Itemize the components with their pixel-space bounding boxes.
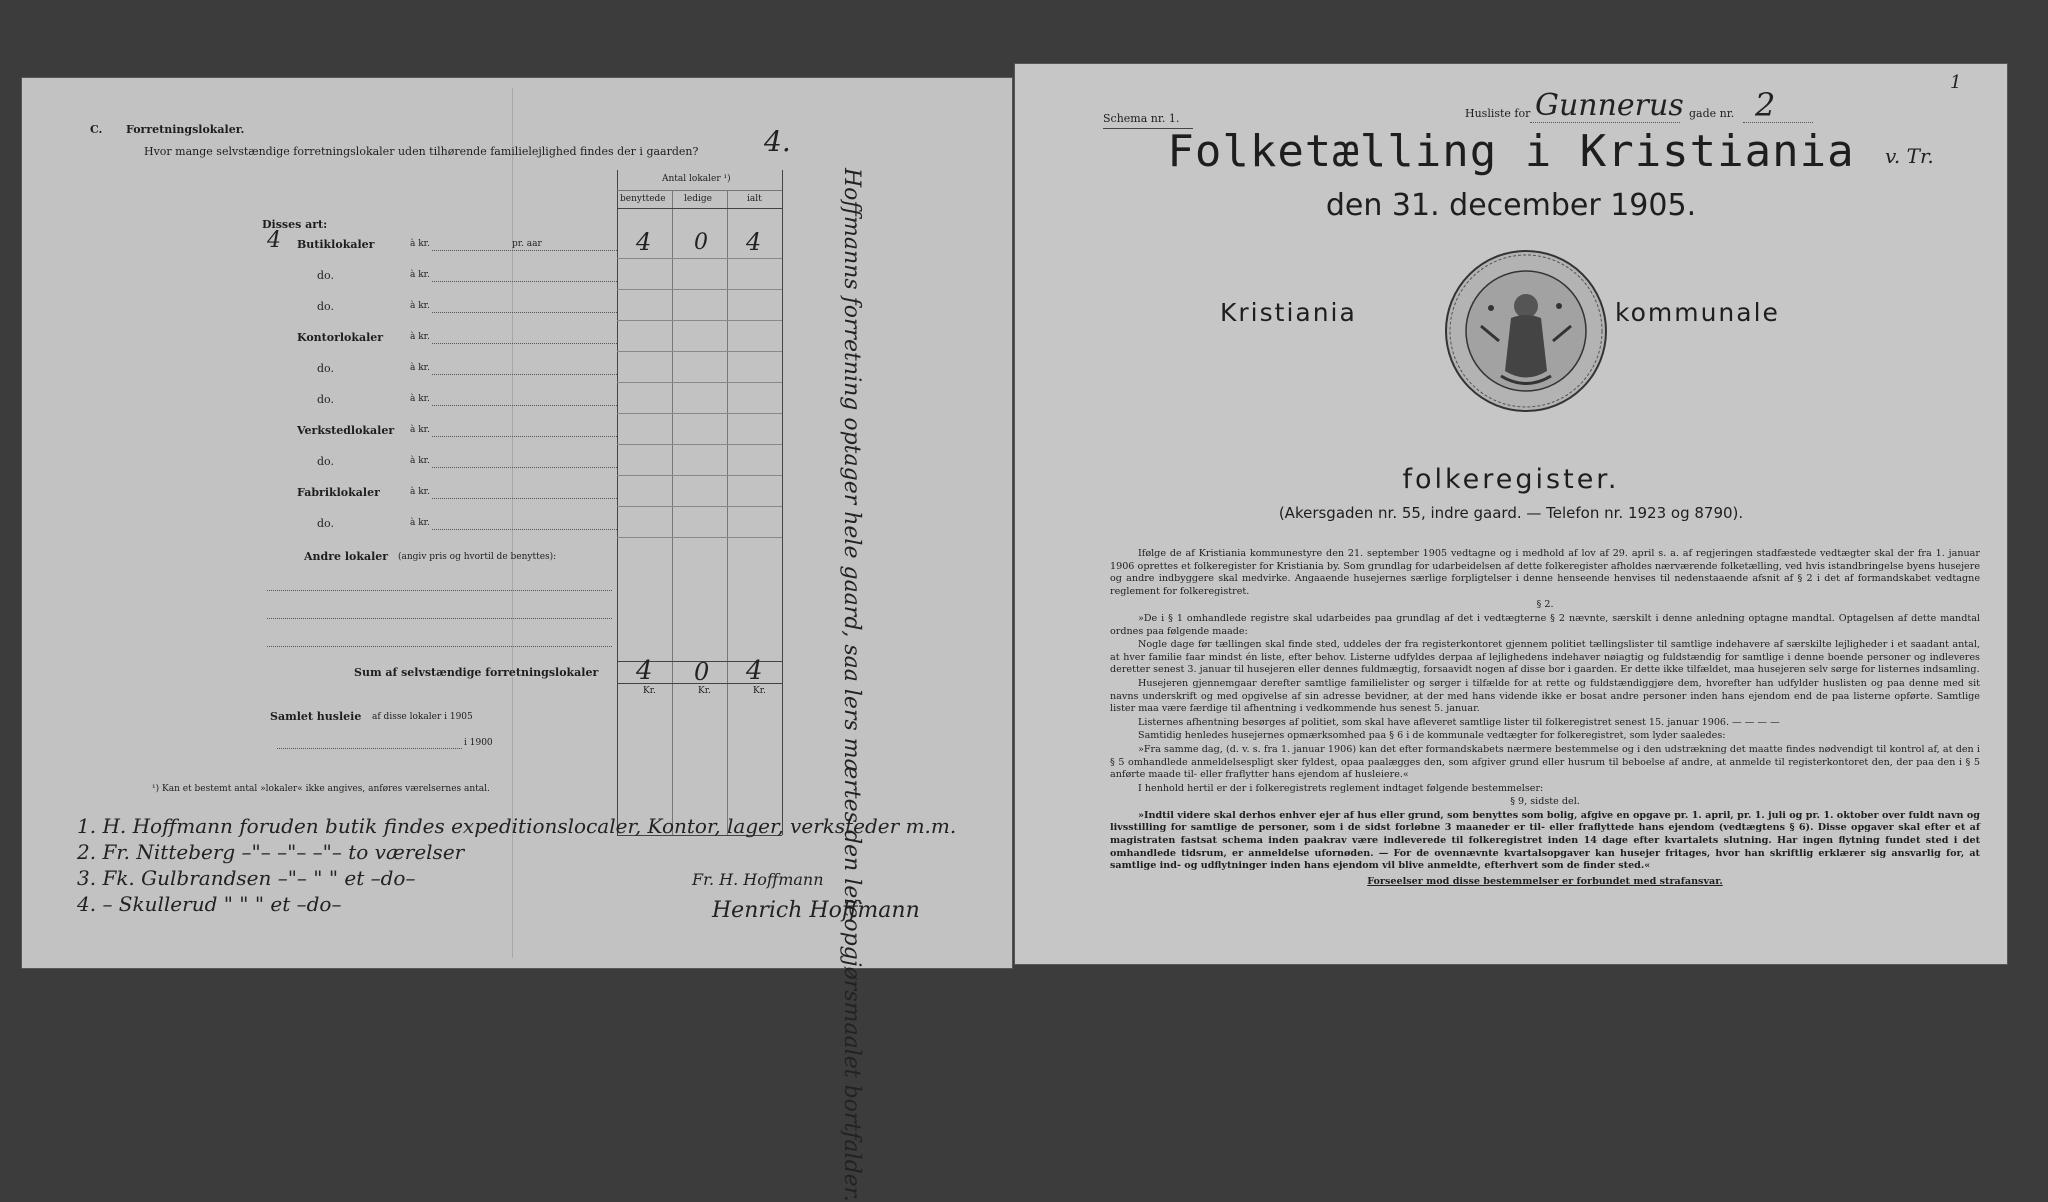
corner-mark: 1 <box>1950 72 1962 93</box>
row-dotted-line <box>432 343 617 344</box>
row-label: do. <box>317 269 334 282</box>
kristiania-label: Kristiania <box>1220 298 1357 327</box>
row-divider <box>617 258 782 259</box>
row-label: Verkstedlokaler <box>297 424 395 437</box>
row-benyttede: 4 <box>636 228 652 256</box>
row-dotted-line <box>432 281 617 282</box>
husliste-underline <box>1530 122 1680 123</box>
andre-lokaler-label: Andre lokaler <box>304 550 389 563</box>
hand-line-2: 2. Fr. Nitteberg –"– –"– –"– to værelser <box>77 840 465 864</box>
row-dotted-line <box>432 436 617 437</box>
row-divider <box>617 351 782 352</box>
row-divider <box>617 475 782 476</box>
blank-line <box>277 748 462 749</box>
kr-label-1: Kr. <box>643 686 656 696</box>
paragraph-8: I henhold hertil er der i folkeregistrets reglement indtaget følgende bestemmelser: <box>1138 782 1544 794</box>
row-label: do. <box>317 362 334 375</box>
row-akr: à kr. <box>410 270 430 280</box>
kommunale-label: kommunale <box>1615 298 1780 327</box>
header-divider <box>617 190 782 191</box>
answer-value: 4. <box>764 125 791 158</box>
folkeregister-label: folkeregister. <box>1402 464 1620 495</box>
row-ialt: 4 <box>746 228 762 256</box>
row-akr: à kr. <box>410 239 430 249</box>
row-akr: à kr. <box>410 487 430 497</box>
row-divider <box>617 382 782 383</box>
row-dotted-line <box>432 374 617 375</box>
disses-art-label: Disses art: <box>262 218 328 231</box>
row-divider <box>617 444 782 445</box>
table-border-right <box>782 170 783 835</box>
row-divider <box>617 289 782 290</box>
document-title: Folketælling i Kristiania <box>1167 126 1855 177</box>
row-akr: à kr. <box>410 332 430 342</box>
sum-benyttede: 4 <box>636 656 653 686</box>
row-akr: à kr. <box>410 425 430 435</box>
document-date: den 31. december 1905. <box>1325 188 1697 223</box>
row-count: 4 <box>267 228 281 253</box>
blank-line <box>267 590 612 591</box>
sum-ledige: 0 <box>694 658 710 686</box>
paragraph-1: Ifølge de af Kristiania kommunestyre den 21. september 1905 vedtagne og i medhold af lov af 29. april s. a. af regjeringen stadfæstede vedtægter skal der fra 1. januar 1906 oprettes et folkeregister for Kristiania by. Som grundlag for udarbeidelsen af dette folkeregister afholdes nærværende folketælling, ved hvis istandbringelse byens husejere og andre indbyggere skal medvirke. Angaaende husejernes særlige forpligtelser i denne henseende henvises til nedenstaaende afsnit af § 2 i det af formandskabet vedtagne reglement for folkeregistret. <box>1110 548 1980 597</box>
hand-line-1: 1. H. Hoffmann foruden butik findes expeditionslocaler, Kontor, lager, verksteder m.m. <box>77 814 957 838</box>
husliste-value: Gunnerus <box>1535 88 1684 123</box>
row-akr: à kr. <box>410 518 430 528</box>
signature-stamp: Fr. H. Hoffmann <box>692 870 824 889</box>
row-label: Fabriklokaler <box>297 486 380 499</box>
blank-line <box>267 618 612 619</box>
row-divider <box>617 506 782 507</box>
row-dotted-line <box>432 498 617 499</box>
col-divider-1 <box>672 190 673 835</box>
row-dotted-line <box>432 405 617 406</box>
section-2-heading: § 2. <box>1536 599 1554 611</box>
header-bottom <box>617 208 782 209</box>
row-label: do. <box>317 455 334 468</box>
row-dotted-line <box>432 312 617 313</box>
col-ialt: ialt <box>747 194 762 204</box>
samlet-husleie-1900: i 1900 <box>464 738 493 748</box>
row-dotted-line <box>432 529 617 530</box>
paragraph-7: »Fra samme dag, (d. v. s. fra 1. januar 1906) kan det efter formandskabets nærmere bestemmelse og i den udstrækning det maatte findes nødvendigt til kontrol af, at den i § 5 omhandlede anmeldelsespligt sker fyldest, opaa paalægges den, som afgiver grund eller husrum til beboelse af andre, at anmelde til registerkontoret den, der paa den i § 5 anførte maade til- eller fraflytter hans ejendom af husleiere.« <box>1110 743 1980 781</box>
row-label: Kontorlokaler <box>297 331 384 344</box>
hand-line-3: 3. Fk. Gulbrandsen –"– " " et –do– <box>77 866 416 890</box>
section-title: Forretningslokaler. <box>126 123 245 136</box>
row-label: do. <box>317 393 334 406</box>
question-text: Hvor mange selvstændige forretningslokaler uden tilhørende familielejlighed findes der i gaarden? <box>144 145 699 158</box>
row-label: do. <box>317 517 334 530</box>
schema-number: Schema nr. 1. <box>1103 112 1180 125</box>
margin-note: v. Tr. <box>1885 144 1934 168</box>
col-benyttede: benyttede <box>620 194 666 204</box>
city-seal <box>1441 246 1611 416</box>
paragraph-3: Nogle dage før tællingen skal finde sted, uddeles der fra registerkontoret gjennem politiet tællingslister til samtlige indehavere af særskilte lejligheder i et saadant antal, at hver familie faar mindst én liste, efter behov. Listerne udfyldes derpaa af lejlighedens indehaver nøiagtig og fuldstændig for samtlige i denne boende personer og indleveres deretter senest 3. januar til husejeren eller dennes fuldmægtig, forsaavidt nogen af disse bor i gaarden. Er dette ikke tilfældet, maa husejeren selv sørge for listernes indsamling. <box>1110 639 1980 676</box>
row-divider <box>617 320 782 321</box>
husliste-label: Husliste for <box>1465 107 1531 120</box>
paragraph-9: »Indtil videre skal derhos enhver ejer af hus eller grund, som benyttes som bolig, afgive en opgave pr. 1. april, pr. 1. juli og pr. 1. oktober over fuldt navn og livsstilling for samtlige de personer, som i de sidst forløbne 3 maaneder er til- eller fraflyttede hans ejendom (vedtægtens § 6). Disse opgaver skal efter et af magistraten fastsat schema inden paakrav være indleverede til folkeregistret inden 14 dage efter kvartalets slutning. Har ingen flytning fundet sted i det omhandlede tidsrum, er anmeldelse ufornøden. — For de ovennævnte kvartalsopgaver kan husejer fritages, hvor han skriftlig erklærer sig ansvarlig for, at samtlige ind- og udflytninger inden hans ejendom vil blive anmeldte, efterhvert som de finder sted.« <box>1110 809 1980 872</box>
row-pr-aar: pr. aar <box>512 239 542 249</box>
andre-lokaler-note: (angiv pris og hvortil de benyttes): <box>398 552 557 562</box>
sum-label: Sum af selvstændige forretningslokaler <box>354 666 599 679</box>
section-letter: C. <box>90 123 103 136</box>
kr-label-3: Kr. <box>753 686 766 696</box>
vertical-handwritten-note: Hoffmanns forretning optager hele gaard, saa lers mærtes den leieopgjørsmaalet bortfalder. <box>839 168 864 1202</box>
kr-label-2: Kr. <box>698 686 711 696</box>
hand-line-4: 4. – Skullerud " " " et –do– <box>77 892 342 916</box>
row-divider <box>617 413 782 414</box>
row-ledige: 0 <box>694 230 708 255</box>
paragraph-4: Husejeren gjennemgaar derefter samtlige familielister og sørger i tilfælde for at rette og fuldstændiggjøre dem, hvorefter han udfylder huslisten og paa denne med sit navns underskrift og med opgivelse af sin adresse bevidner, at der med hans vidende ikke er bosat andre personer inden hans ejendom end de paa listerne opførte. Samtlige lister maa være færdige til afhentning i vedkommende hus senest 5. januar. <box>1110 677 1980 715</box>
col-divider-2 <box>727 190 728 835</box>
gade-underline <box>1743 122 1813 123</box>
row-akr: à kr. <box>410 456 430 466</box>
row-label: do. <box>317 300 334 313</box>
regulations-text <box>1110 548 1980 889</box>
sum-ialt: 4 <box>746 656 763 686</box>
address-line: (Akersgaden nr. 55, indre gaard. — Telefon nr. 1923 og 8790). <box>1278 504 1744 522</box>
signature: Henrich Hoffmann <box>712 898 920 923</box>
footer-warning: Forseelser mod disse bestemmelser er forbundet med strafansvar. <box>1367 875 1723 887</box>
section-9-heading: § 9, sidste del. <box>1510 796 1580 808</box>
samlet-husleie-1905: af disse lokaler i 1905 <box>372 712 473 722</box>
right-page <box>1015 64 2007 964</box>
col-ledige: ledige <box>684 194 712 204</box>
table-group-header: Antal lokaler ¹) <box>662 174 731 184</box>
row-dotted-line <box>432 467 617 468</box>
blank-line <box>267 646 612 647</box>
paragraph-6: Samtidig henledes husejernes opmærksomhed paa § 6 i de kommunale vedtægter for folkeregistret, som lyder saaledes: <box>1138 730 1726 742</box>
row-akr: à kr. <box>410 394 430 404</box>
row-divider <box>617 537 782 538</box>
gade-label: gade nr. <box>1689 107 1735 120</box>
left-page <box>22 78 1012 1202</box>
row-akr: à kr. <box>410 301 430 311</box>
table-border-left <box>617 170 618 835</box>
footnote: ¹) Kan et bestemt antal »lokaler« ikke angives, anføres værelsernes antal. <box>152 784 490 794</box>
gade-value: 2 <box>1755 86 1776 124</box>
row-label: Butiklokaler <box>297 238 375 251</box>
row-dotted-line <box>432 250 617 251</box>
samlet-husleie-label: Samlet husleie <box>270 710 362 723</box>
paragraph-2: »De i § 1 omhandlede registre skal udarbeides paa grundlag af det i vedtægterne § 2 nævnte, særskilt i denne anledning optagne mandtal. Optagelsen af dette mandtal ordnes paa følgende maade: <box>1110 612 1980 637</box>
paragraph-5: Listernes afhentning besørges af politiet, som skal have afleveret samtlige lister til folkeregistret senest 15. januar 1906. — — — — <box>1138 716 1780 728</box>
row-akr: à kr. <box>410 363 430 373</box>
